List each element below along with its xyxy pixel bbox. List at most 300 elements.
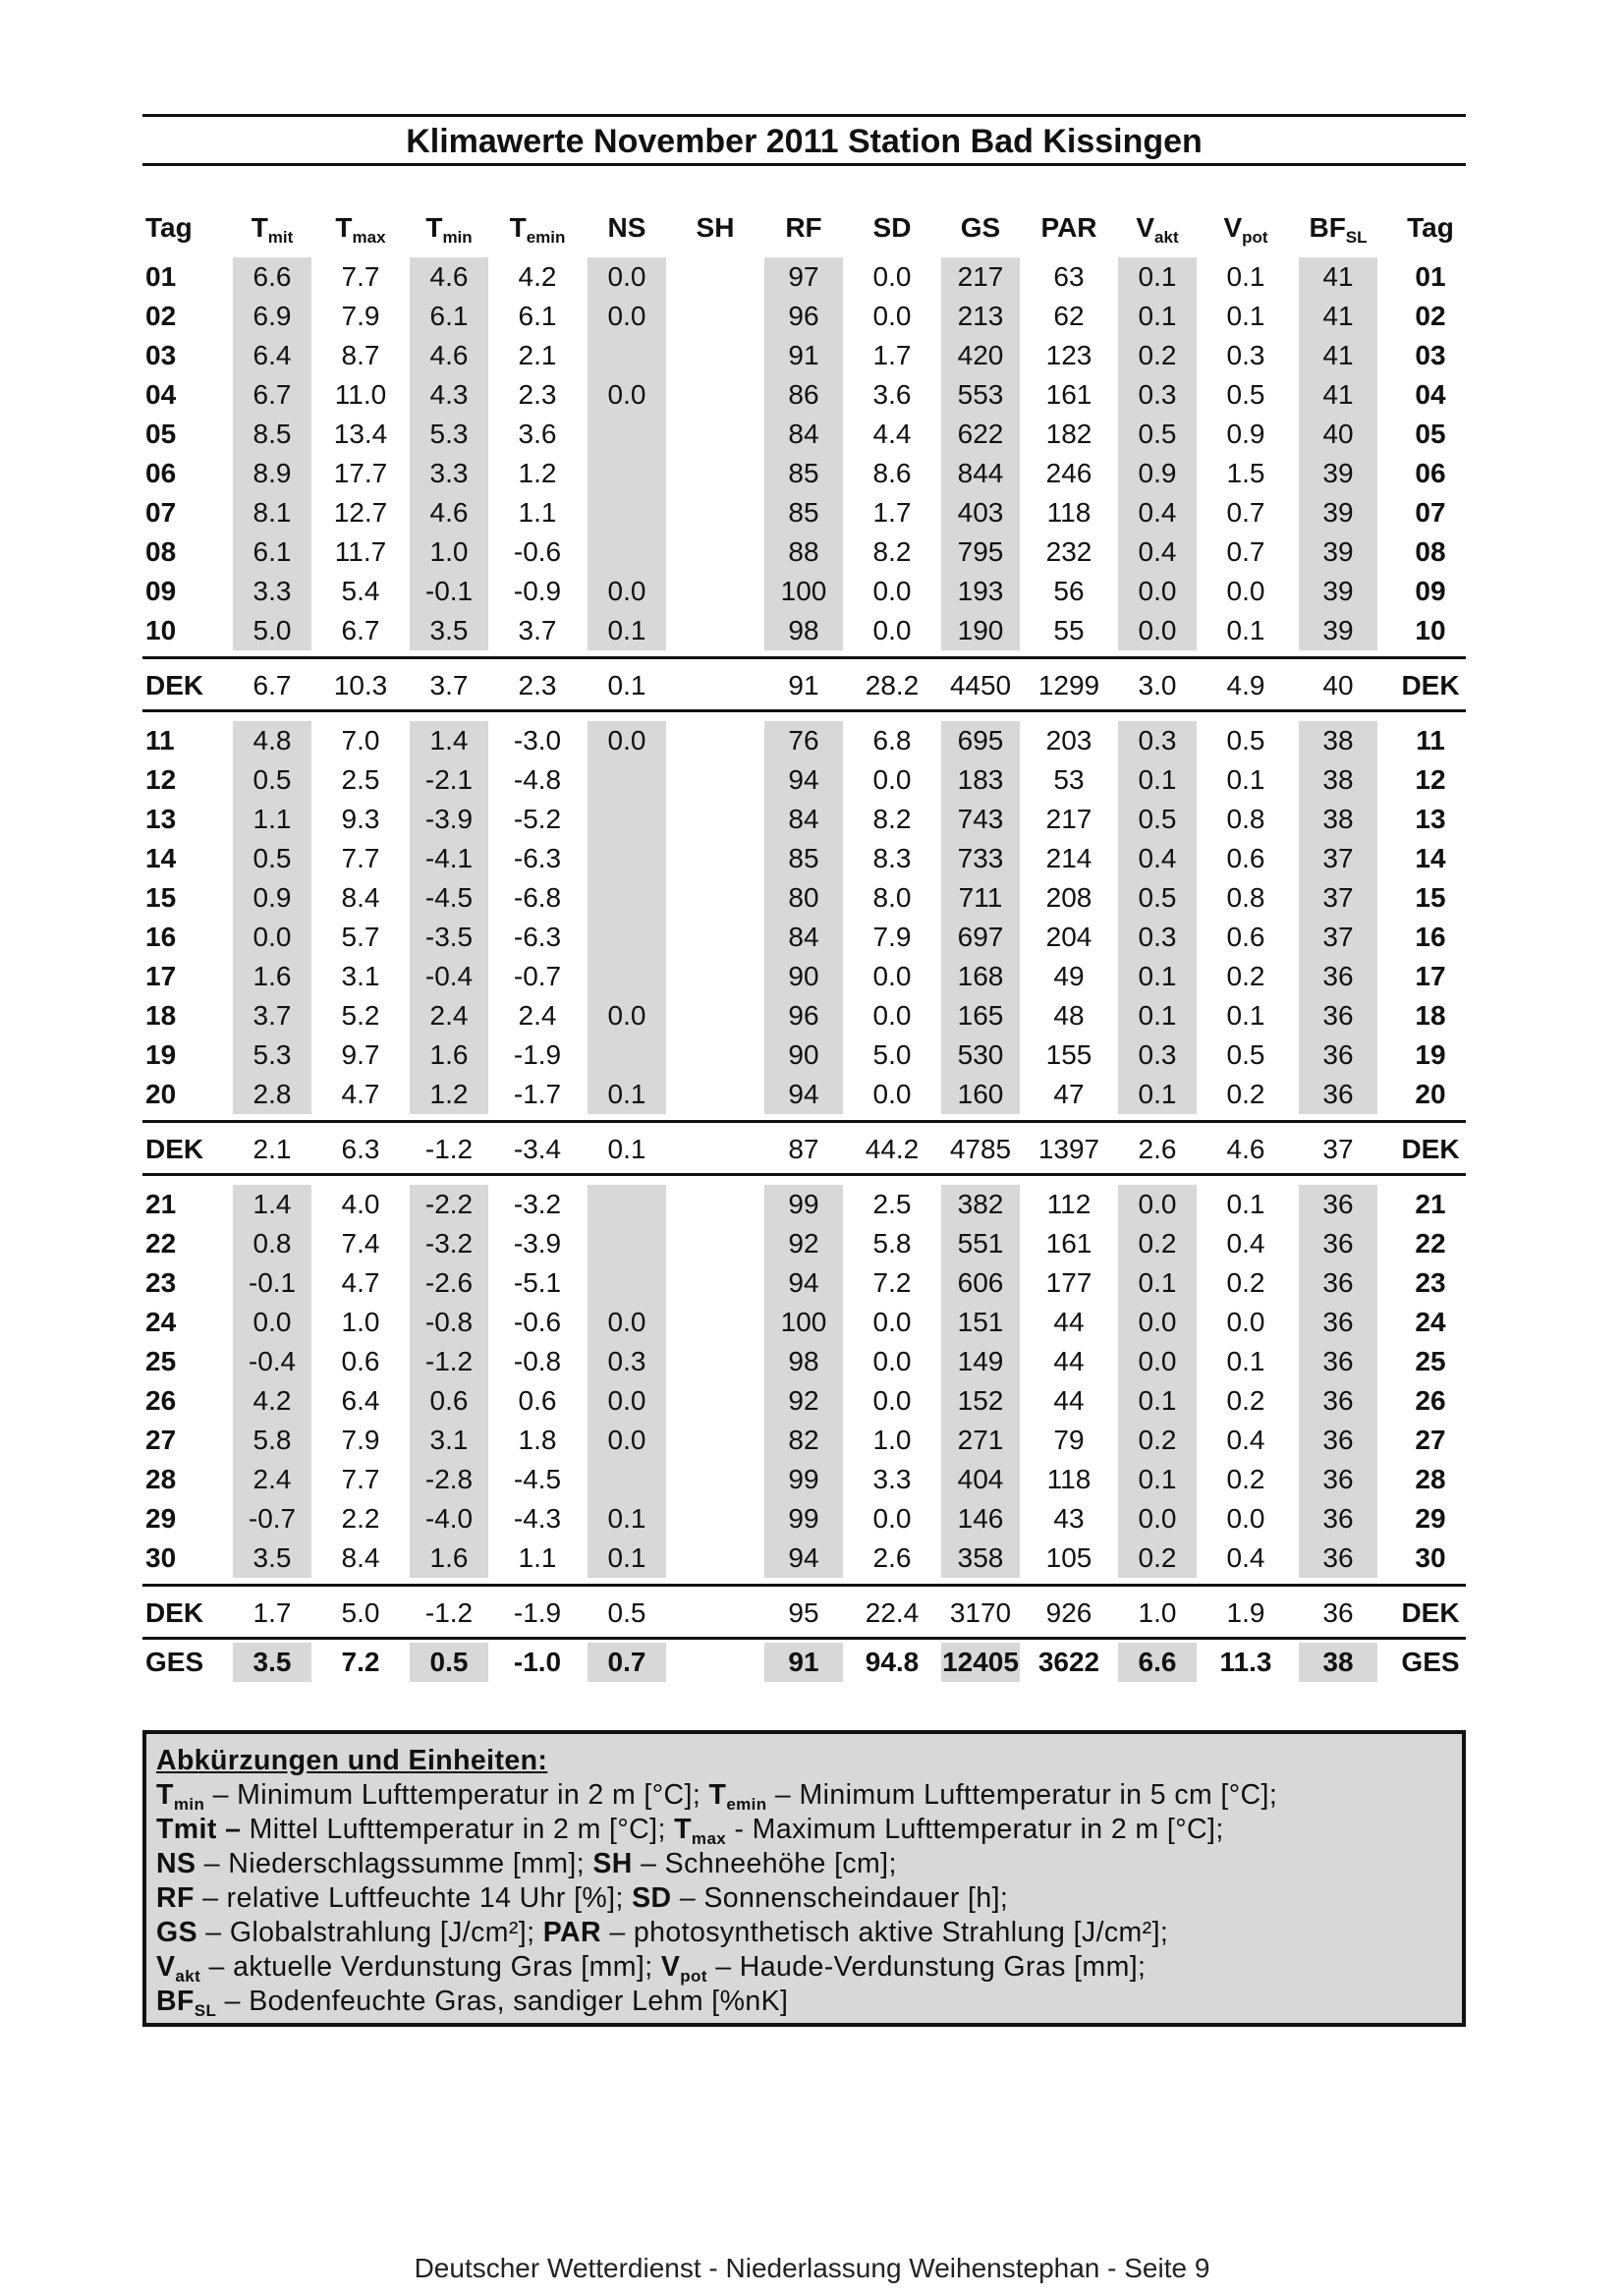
day-number: 29 — [145, 1503, 177, 1534]
cell-tmax: 7.7 — [341, 843, 380, 873]
cell-gs: 152 — [957, 1385, 1004, 1416]
cell-vpot: 0.5 — [1226, 379, 1265, 410]
cell-rf: 98 — [788, 1346, 819, 1376]
cell-vpot: 0.3 — [1226, 340, 1265, 370]
cell-temin: -4.3 — [513, 1503, 562, 1534]
cell-gs: 606 — [957, 1267, 1004, 1298]
cell-rf: 100 — [780, 1307, 827, 1337]
cell-temin: 4.2 — [518, 261, 557, 292]
cell-gs: 743 — [957, 804, 1004, 834]
day-number: 26 — [145, 1385, 177, 1416]
cell-ns: 0.1 — [607, 1079, 646, 1109]
column-header-tmax: $T_{max}$ — [335, 212, 386, 247]
cell-tmin: -3.9 — [424, 804, 474, 834]
cell-bfsl: 39 — [1322, 497, 1354, 528]
dek-label: DEK — [145, 670, 204, 700]
cell-tmax: 8.4 — [341, 1542, 380, 1573]
cell-rf: 99 — [788, 1189, 819, 1219]
cell-sh — [666, 1303, 764, 1342]
day-number: 29 — [1415, 1503, 1446, 1534]
cell-bfsl: 36 — [1322, 1425, 1354, 1455]
ges-vakt: 6.6 — [1138, 1647, 1177, 1677]
cell-vpot: 0.2 — [1226, 1385, 1265, 1416]
cell-vpot: 0.5 — [1226, 725, 1265, 756]
cell-rf: 90 — [788, 961, 819, 991]
cell-rf: 84 — [788, 419, 819, 449]
day-number: 16 — [1415, 922, 1446, 952]
cell-tmit: 0.9 — [252, 882, 292, 913]
cell-par: 112 — [1046, 1189, 1092, 1219]
cell-tmax: 7.9 — [341, 1425, 380, 1455]
cell-vakt: 0.1 — [1138, 301, 1177, 331]
dek-gs: 4785 — [949, 1134, 1012, 1164]
cell-tmit: 8.5 — [252, 419, 292, 449]
cell-rf: 94 — [788, 764, 819, 795]
cell-temin: -1.7 — [513, 1079, 562, 1109]
cell-bfsl: 37 — [1322, 922, 1354, 952]
day-number: 26 — [1415, 1385, 1446, 1416]
cell-vakt: 0.1 — [1138, 1464, 1177, 1494]
cell-tmax: 0.6 — [341, 1346, 380, 1376]
cell-tmit: 0.8 — [252, 1228, 292, 1259]
cell-temin: -1.9 — [513, 1039, 562, 1070]
day-number: 16 — [145, 922, 177, 952]
cell-sd: 5.8 — [872, 1228, 912, 1259]
dek-label: DEK — [145, 1597, 204, 1628]
cell-tmax: 6.7 — [341, 615, 380, 645]
cell-bfsl: 36 — [1322, 1346, 1354, 1376]
day-number: 06 — [1415, 458, 1446, 488]
cell-temin: -0.6 — [513, 1307, 562, 1337]
cell-vakt: 0.3 — [1138, 725, 1177, 756]
day-number: 18 — [1415, 1000, 1446, 1031]
legend-line-tmin: $T_{min}$ – Minimum Lufttemperatur in 2 m [°C]; $T_{emin}$ – Minimum Lufttemperatur in 5 cm [°C]; — [156, 1779, 1278, 1814]
cell-vakt: 0.2 — [1138, 340, 1177, 370]
cell-sd: 0.0 — [872, 1307, 912, 1337]
dek-vakt: 3.0 — [1138, 670, 1177, 700]
cell-vakt: 0.4 — [1138, 536, 1177, 567]
cell-vakt: 0.0 — [1138, 576, 1177, 606]
cell-vpot: 0.2 — [1226, 1464, 1265, 1494]
cell-sd: 0.0 — [872, 261, 912, 292]
ges-bfsl: 38 — [1322, 1647, 1354, 1677]
dek-bfsl: 40 — [1322, 670, 1354, 700]
day-number: 28 — [1415, 1464, 1446, 1494]
cell-rf: 82 — [788, 1425, 819, 1455]
cell-vakt: 0.5 — [1138, 419, 1177, 449]
cell-tmax: 7.9 — [341, 301, 380, 331]
cell-ns — [578, 1224, 676, 1263]
cell-tmit: 0.0 — [252, 1307, 292, 1337]
cell-temin: 6.1 — [518, 301, 557, 331]
cell-par: 48 — [1053, 1000, 1085, 1031]
day-number: 09 — [145, 576, 177, 606]
cell-vpot: 0.1 — [1226, 301, 1265, 331]
cell-ns: 0.0 — [607, 576, 646, 606]
cell-par: 177 — [1045, 1267, 1092, 1298]
cell-bfsl: 36 — [1322, 1079, 1354, 1109]
day-number: 18 — [145, 1000, 177, 1031]
day-number: 30 — [145, 1542, 177, 1573]
cell-temin: 2.3 — [518, 379, 557, 410]
cell-par: 47 — [1053, 1079, 1085, 1109]
cell-tmin: -3.2 — [424, 1228, 474, 1259]
cell-gs: 190 — [957, 615, 1004, 645]
page-footer: Deutscher Wetterdienst - Niederlassung Weihenstephan - Seite 9 — [414, 2253, 1210, 2283]
cell-ns: 0.0 — [607, 301, 646, 331]
cell-vpot: 1.5 — [1226, 458, 1265, 488]
day-number: 14 — [145, 843, 177, 873]
cell-vakt: 0.5 — [1138, 804, 1177, 834]
cell-vakt: 0.3 — [1138, 379, 1177, 410]
cell-bfsl: 36 — [1322, 1385, 1354, 1416]
cell-bfsl: 37 — [1322, 882, 1354, 913]
cell-rf: 86 — [788, 379, 819, 410]
cell-gs: 844 — [957, 458, 1004, 488]
dek-ns: 0.1 — [607, 1134, 646, 1164]
cell-vpot: 0.2 — [1226, 1267, 1265, 1298]
cell-bfsl: 36 — [1322, 1542, 1354, 1573]
cell-temin: 3.7 — [518, 615, 557, 645]
cell-gs: 213 — [957, 301, 1004, 331]
cell-temin: 3.6 — [518, 419, 557, 449]
dek-bottom-rule — [142, 1637, 1466, 1640]
cell-par: 105 — [1045, 1542, 1092, 1573]
cell-rf: 92 — [788, 1228, 819, 1259]
cell-tmax: 17.7 — [333, 458, 388, 488]
cell-ns — [578, 532, 676, 572]
cell-temin: -4.8 — [513, 764, 562, 795]
column-header-par: PAR — [1040, 212, 1097, 243]
column-header-gs: GS — [960, 212, 1001, 243]
cell-vakt: 0.1 — [1138, 1267, 1177, 1298]
cell-rf: 91 — [788, 340, 819, 370]
cell-ns: 0.0 — [607, 1385, 646, 1416]
legend-line-bf: $BF_{SL}$ – Bodenfeuchte Gras, sandiger Lehm [%nK] — [156, 1986, 789, 2020]
cell-rf: 94 — [788, 1079, 819, 1109]
day-number: 19 — [145, 1039, 177, 1070]
cell-tmin: 2.4 — [429, 1000, 469, 1031]
cell-ns — [578, 918, 676, 957]
day-number: 30 — [1415, 1542, 1446, 1573]
cell-bfsl: 36 — [1322, 1000, 1354, 1031]
cell-temin: -3.9 — [513, 1228, 562, 1259]
cell-temin: 1.2 — [518, 458, 557, 488]
cell-tmit: 5.8 — [252, 1425, 292, 1455]
cell-ns — [578, 454, 676, 493]
cell-gs: 795 — [957, 536, 1004, 567]
cell-vakt: 0.3 — [1138, 922, 1177, 952]
cell-vakt: 0.0 — [1138, 1346, 1177, 1376]
cell-ns: 0.1 — [607, 1542, 646, 1573]
ges-gs: 12405 — [942, 1647, 1019, 1677]
cell-bfsl: 36 — [1322, 1228, 1354, 1259]
cell-sd: 2.6 — [872, 1542, 912, 1573]
dek-tmin: 3.7 — [429, 670, 469, 700]
column-header-vakt: $V_{akt}$ — [1136, 212, 1179, 247]
cell-rf: 88 — [788, 536, 819, 567]
cell-temin: -4.5 — [513, 1464, 562, 1494]
dek-tmax: 5.0 — [341, 1597, 380, 1628]
dek-rf: 95 — [788, 1597, 819, 1628]
cell-sd: 7.9 — [872, 922, 912, 952]
cell-tmin: -2.1 — [424, 764, 474, 795]
cell-sh — [666, 721, 764, 760]
cell-sd: 2.5 — [872, 1189, 912, 1219]
day-number: 11 — [145, 725, 175, 756]
day-number: 17 — [145, 961, 177, 991]
cell-vakt: 0.2 — [1138, 1228, 1177, 1259]
cell-tmax: 11.7 — [334, 536, 387, 567]
cell-sh — [666, 1460, 764, 1499]
column-header-tmit: $T_{mit}$ — [251, 212, 294, 247]
day-number: 23 — [1415, 1267, 1446, 1298]
cell-sd: 1.0 — [872, 1425, 912, 1455]
cell-par: 44 — [1053, 1307, 1085, 1337]
dek-vakt: 2.6 — [1138, 1134, 1177, 1164]
cell-tmax: 13.4 — [333, 419, 388, 449]
cell-tmin: 1.0 — [429, 536, 469, 567]
cell-rf: 96 — [788, 301, 819, 331]
cell-rf: 85 — [788, 843, 819, 873]
cell-tmin: 4.6 — [429, 497, 469, 528]
cell-tmin: -2.2 — [424, 1189, 474, 1219]
cell-tmax: 5.4 — [341, 576, 380, 606]
cell-sh — [666, 800, 764, 839]
day-number: 25 — [1415, 1346, 1446, 1376]
dek-vpot: 4.9 — [1226, 670, 1265, 700]
cell-vpot: 0.2 — [1226, 961, 1265, 991]
cell-sd: 3.6 — [872, 379, 912, 410]
cell-rf: 97 — [788, 261, 819, 292]
day-number: 24 — [145, 1307, 177, 1337]
cell-tmax: 3.1 — [341, 961, 380, 991]
dek-bfsl: 36 — [1322, 1597, 1354, 1628]
cell-sd: 7.2 — [872, 1267, 912, 1298]
cell-sd: 0.0 — [872, 961, 912, 991]
cell-temin: -3.0 — [513, 725, 562, 756]
cell-bfsl: 41 — [1322, 301, 1354, 331]
day-number: 19 — [1415, 1039, 1446, 1070]
dek-temin: -1.9 — [513, 1597, 562, 1628]
cell-vpot: 0.1 — [1226, 764, 1265, 795]
cell-rf: 99 — [788, 1503, 819, 1534]
legend-line-rf: RF – relative Luftfeuchte 14 Uhr [%]; SD – Sonnenscheindauer [h]; — [156, 1882, 1009, 1914]
cell-rf: 92 — [788, 1385, 819, 1416]
cell-tmit: 6.1 — [252, 536, 292, 567]
cell-par: 203 — [1045, 725, 1092, 756]
cell-tmit: 8.9 — [252, 458, 292, 488]
cell-ns — [578, 839, 676, 878]
cell-rf: 80 — [788, 882, 819, 913]
dek-bottom-rule — [142, 1173, 1466, 1176]
cell-sh — [666, 336, 764, 375]
dek-label: DEK — [1401, 1597, 1460, 1628]
day-number: 17 — [1415, 961, 1446, 991]
ges-sd: 94.8 — [865, 1647, 920, 1677]
cell-par: 49 — [1053, 961, 1085, 991]
dek-tmin: -1.2 — [424, 1134, 474, 1164]
day-number: 05 — [1415, 419, 1446, 449]
cell-gs: 695 — [957, 725, 1004, 756]
cell-par: 246 — [1045, 458, 1092, 488]
dek-tmin: -1.2 — [424, 1597, 474, 1628]
ges-temin: -1.0 — [513, 1647, 562, 1677]
column-header-sd: SD — [872, 212, 912, 243]
cell-tmin: -3.5 — [424, 922, 474, 952]
cell-par: 55 — [1053, 615, 1085, 645]
dek-top-rule — [142, 656, 1466, 659]
day-number: 08 — [145, 536, 177, 567]
cell-tmax: 8.4 — [341, 882, 380, 913]
day-number: 01 — [1415, 261, 1446, 292]
cell-sd: 1.7 — [872, 497, 912, 528]
legend-line-ns: NS – Niederschlagssumme [mm]; SH – Schneehöhe [cm]; — [156, 1848, 897, 1879]
dek-par: 1397 — [1037, 1134, 1100, 1164]
cell-vakt: 0.1 — [1138, 1079, 1177, 1109]
dek-label: DEK — [1401, 1134, 1460, 1164]
cell-sd: 8.3 — [872, 843, 912, 873]
cell-tmax: 8.7 — [341, 340, 380, 370]
cell-sd: 3.3 — [872, 1464, 912, 1494]
column-header-tag-right: Tag — [1407, 212, 1454, 243]
cell-tmin: -2.8 — [424, 1464, 474, 1494]
cell-gs: 530 — [957, 1039, 1004, 1070]
cell-sh — [666, 493, 764, 532]
cell-sd: 0.0 — [872, 615, 912, 645]
cell-rf: 94 — [788, 1267, 819, 1298]
dek-par: 1299 — [1037, 670, 1100, 700]
cell-sh — [666, 957, 764, 996]
legend-line-vakt: $V_{akt}$ – aktuelle Verdunstung Gras [mm]; $V_{pot}$ – Haude-Verdunstung Gras [mm]; — [156, 1951, 1147, 1986]
cell-sh — [666, 532, 764, 572]
cell-sd: 0.0 — [872, 1503, 912, 1534]
cell-par: 62 — [1053, 301, 1085, 331]
day-number: 13 — [1415, 804, 1446, 834]
dek-temin: -3.4 — [513, 1134, 562, 1164]
legend-line-tmit: Tmit – Mittel Lufttemperatur in 2 m [°C]; $T_{max}$ - Maximum Lufttemperatur in 2 m [°C]; — [156, 1814, 1224, 1848]
cell-par: 44 — [1053, 1346, 1085, 1376]
cell-ns: 0.3 — [607, 1346, 646, 1376]
cell-ns — [578, 760, 676, 800]
cell-tmin: 0.6 — [429, 1385, 469, 1416]
cell-tmin: 4.3 — [429, 379, 469, 410]
day-number: 07 — [1415, 497, 1446, 528]
cell-tmit: 6.6 — [252, 261, 292, 292]
column-header-sh: SH — [696, 212, 735, 243]
cell-rf: 84 — [788, 922, 819, 952]
day-number: 04 — [145, 379, 177, 410]
dek-label: DEK — [145, 1134, 204, 1164]
cell-ns: 0.0 — [607, 1307, 646, 1337]
dek-temin: 2.3 — [518, 670, 557, 700]
cell-tmin: 3.1 — [429, 1425, 469, 1455]
cell-sd: 0.0 — [872, 576, 912, 606]
dek-sh — [666, 1594, 764, 1633]
column-header-bfsl: $BF_{SL}$ — [1309, 212, 1368, 247]
cell-par: 161 — [1045, 1228, 1092, 1259]
cell-sh — [666, 1421, 764, 1460]
cell-temin: -0.8 — [513, 1346, 562, 1376]
cell-vakt: 0.4 — [1138, 497, 1177, 528]
cell-tmax: 4.7 — [341, 1079, 380, 1109]
cell-tmax: 7.7 — [341, 261, 380, 292]
day-number: 20 — [1415, 1079, 1446, 1109]
cell-gs: 697 — [957, 922, 1004, 952]
cell-sd: 0.0 — [872, 301, 912, 331]
day-number: 07 — [145, 497, 177, 528]
cell-gs: 193 — [957, 576, 1004, 606]
cell-tmit: 1.1 — [252, 804, 292, 834]
cell-ns — [578, 1263, 676, 1303]
cell-vakt: 0.4 — [1138, 843, 1177, 873]
cell-gs: 420 — [957, 340, 1004, 370]
day-number: 23 — [145, 1267, 177, 1298]
cell-vpot: 0.4 — [1226, 1425, 1265, 1455]
legend-line-gs: GS – Globalstrahlung [J/cm²]; PAR – photosynthetisch aktive Strahlung [J/cm²]; — [156, 1917, 1169, 1948]
cell-tmin: 1.6 — [429, 1542, 469, 1573]
dek-rf: 91 — [788, 670, 819, 700]
ges-vpot: 11.3 — [1219, 1647, 1272, 1677]
day-number: 13 — [145, 804, 177, 834]
cell-ns — [578, 957, 676, 996]
cell-rf: 85 — [788, 497, 819, 528]
dek-ns: 0.1 — [607, 670, 646, 700]
cell-sh — [666, 257, 764, 297]
column-header-tag: Tag — [145, 212, 193, 243]
cell-bfsl: 41 — [1322, 340, 1354, 370]
day-number: 02 — [1415, 301, 1446, 331]
cell-bfsl: 37 — [1322, 843, 1354, 873]
cell-gs: 146 — [957, 1503, 1004, 1534]
column-header-tmin: $T_{min}$ — [425, 212, 473, 247]
dek-top-rule — [142, 1584, 1466, 1587]
day-number: 04 — [1415, 379, 1446, 410]
cell-tmit: 3.3 — [252, 576, 292, 606]
dek-rf: 87 — [788, 1134, 819, 1164]
cell-gs: 151 — [957, 1307, 1004, 1337]
dek-label: DEK — [1401, 670, 1460, 700]
cell-par: 155 — [1045, 1039, 1092, 1070]
day-number: 22 — [1415, 1228, 1446, 1259]
cell-sd: 6.8 — [872, 725, 912, 756]
cell-temin: -0.6 — [513, 536, 562, 567]
day-number: 22 — [145, 1228, 177, 1259]
dek-sd: 44.2 — [865, 1134, 920, 1164]
cell-tmit: 1.6 — [252, 961, 292, 991]
column-header-vpot: $V_{pot}$ — [1223, 212, 1268, 247]
cell-vpot: 0.0 — [1226, 1307, 1265, 1337]
cell-ns: 0.1 — [607, 615, 646, 645]
cell-vpot: 0.2 — [1226, 1079, 1265, 1109]
dek-tmit: 6.7 — [252, 670, 292, 700]
cell-bfsl: 38 — [1322, 764, 1354, 795]
cell-sd: 0.0 — [872, 764, 912, 795]
dek-sd: 22.4 — [865, 1597, 920, 1628]
cell-ns: 0.0 — [607, 1000, 646, 1031]
cell-ns — [578, 1185, 676, 1224]
dek-ns: 0.5 — [607, 1597, 646, 1628]
dek-gs: 3170 — [949, 1597, 1012, 1628]
cell-tmin: 3.5 — [429, 615, 469, 645]
cell-temin: 0.6 — [518, 1385, 557, 1416]
cell-tmit: 0.5 — [252, 843, 292, 873]
cell-rf: 100 — [780, 576, 827, 606]
cell-tmin: -4.1 — [424, 843, 474, 873]
cell-rf: 85 — [788, 458, 819, 488]
cell-bfsl: 36 — [1322, 961, 1354, 991]
day-number: 08 — [1415, 536, 1446, 567]
